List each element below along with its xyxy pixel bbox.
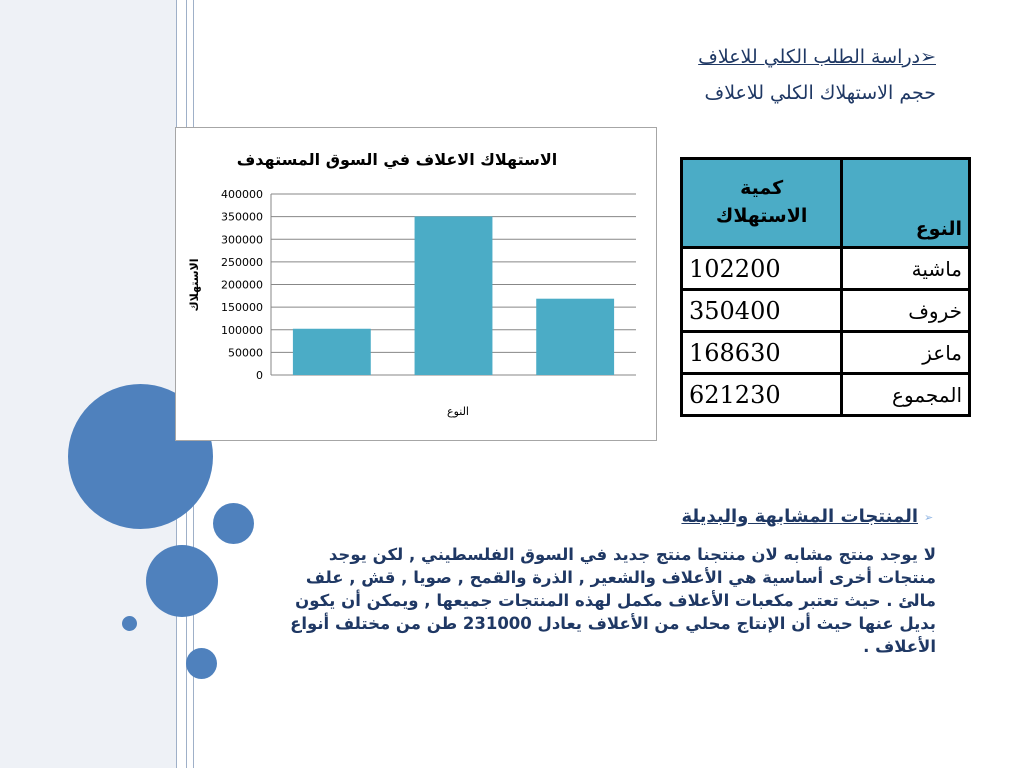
decor-circle-medium bbox=[146, 545, 218, 617]
chart-y-tick-label: 350000 bbox=[221, 210, 263, 224]
chart-y-axis-label: الاستهلاك bbox=[188, 258, 201, 312]
cell-type: ماعز bbox=[842, 332, 970, 374]
chart-y-tick-label: 200000 bbox=[221, 278, 263, 292]
chart-y-tick-label: 0 bbox=[256, 369, 263, 382]
section-title: المنتجات المشابهة والبديلة bbox=[681, 506, 918, 527]
chart-x-axis-label: النوع bbox=[447, 405, 469, 418]
section-bullet-icon: ➢ bbox=[924, 511, 934, 524]
table-total-row bbox=[682, 374, 970, 416]
chart-bar bbox=[536, 299, 614, 375]
bar-chart bbox=[176, 128, 656, 440]
table-row bbox=[682, 248, 970, 290]
cell-quantity: 350400 bbox=[682, 290, 842, 332]
consumption-table bbox=[680, 157, 971, 417]
chart-y-tick-label: 100000 bbox=[221, 323, 263, 337]
cell-quantity: 102200 bbox=[682, 248, 842, 290]
chart-y-tick-label: 300000 bbox=[221, 233, 263, 247]
header-type: النوع bbox=[842, 159, 970, 248]
chart-y-tick-label: 50000 bbox=[228, 346, 263, 360]
body-paragraph: لا يوجد منتج مشابه لان منتجنا منتج جديد في السوق الفلسطيني , لكن يوجد منتجات أخرى أساسية هي الأعلاف والشعير , الذرة والقمح , صويا , قش , علف مالئ . حيث تعتبر مكعبات الأعلاف مكمل لهذه المنتجات جميعها , ويمكن أن يكون بديل عنها حيث أن الإنتاج محلي من الأعلاف يعادل 231000 طن من مختلف أنواع الأعلاف . bbox=[290, 545, 936, 656]
decor-circle-small-2 bbox=[186, 648, 217, 679]
cell-type-total: المجموع bbox=[842, 374, 970, 416]
cell-type: ماشية bbox=[842, 248, 970, 290]
chart-frame bbox=[175, 127, 657, 441]
decor-circle-tiny bbox=[122, 616, 137, 631]
chart-bar bbox=[293, 329, 371, 375]
chart-y-tick-label: 250000 bbox=[221, 255, 263, 269]
chart-title: الاستهلاك الاعلاف في السوق المستهدف bbox=[236, 150, 558, 169]
table-row bbox=[682, 290, 970, 332]
chart-y-tick-label: 150000 bbox=[221, 301, 263, 315]
header-quantity bbox=[682, 159, 842, 248]
header-quantity-line2: الاستهلاك bbox=[715, 205, 808, 227]
cell-type: خروف bbox=[842, 290, 970, 332]
table-header-row bbox=[682, 159, 970, 248]
cell-quantity-total: 621230 bbox=[682, 374, 842, 416]
cell-quantity: 168630 bbox=[682, 332, 842, 374]
chart-bar bbox=[415, 216, 493, 375]
heading-total-consumption: حجم الاستهلاك الكلي للاعلاف bbox=[704, 82, 936, 104]
heading-demand-study: ➢دراسة الطلب الكلي للاعلاف bbox=[698, 46, 936, 68]
chart-y-tick-label: 400000 bbox=[221, 188, 263, 201]
decor-circle-small-1 bbox=[213, 503, 254, 544]
header-quantity-line1: كمية bbox=[740, 177, 784, 200]
table-row bbox=[682, 332, 970, 374]
